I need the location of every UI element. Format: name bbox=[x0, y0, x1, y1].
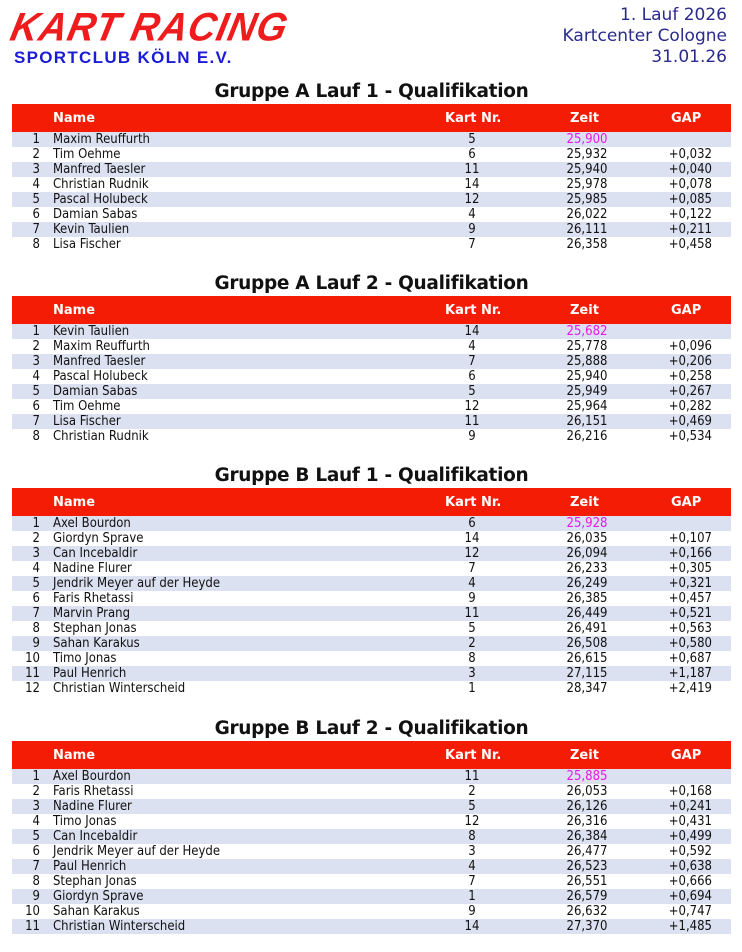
lap-time-cell: 26,233 bbox=[566, 561, 608, 576]
driver-name-cell: Nadine Flurer bbox=[53, 561, 132, 576]
lap-time-cell: 26,615 bbox=[566, 651, 608, 666]
logo-title: KART RACING bbox=[6, 6, 293, 51]
kart-number-cell: 6 bbox=[468, 516, 476, 531]
kart-number-cell: 4 bbox=[468, 859, 476, 874]
gap-cell: +0,694 bbox=[668, 889, 712, 904]
position-cell: 8 bbox=[32, 874, 40, 889]
gap-cell: +0,282 bbox=[668, 399, 712, 414]
lap-time-cell: 25,949 bbox=[566, 384, 608, 399]
gap-cell: +0,085 bbox=[668, 192, 712, 207]
column-header-kart: Kart Nr. bbox=[445, 111, 502, 126]
lap-time-cell: 25,888 bbox=[566, 354, 608, 369]
table-row bbox=[12, 354, 731, 369]
kart-number-cell: 5 bbox=[468, 799, 476, 814]
driver-name-cell: Kevin Taulien bbox=[53, 222, 130, 237]
driver-name-cell: Christian Winterscheid bbox=[53, 681, 186, 696]
position-cell: 10 bbox=[25, 651, 40, 666]
position-cell: 7 bbox=[32, 414, 40, 429]
position-cell: 2 bbox=[32, 147, 40, 162]
section-title: Gruppe B Lauf 1 - Qualifikation bbox=[214, 465, 529, 486]
kart-number-cell: 2 bbox=[468, 784, 476, 799]
gap-cell: +0,206 bbox=[668, 354, 712, 369]
gap-cell: +0,521 bbox=[668, 606, 712, 621]
position-cell: 3 bbox=[32, 799, 40, 814]
position-cell: 8 bbox=[32, 237, 40, 252]
lap-time-cell: 25,940 bbox=[566, 369, 608, 384]
table-row bbox=[12, 606, 731, 621]
table-row bbox=[12, 147, 731, 162]
column-header-zeit: Zeit bbox=[570, 495, 599, 510]
position-cell: 9 bbox=[32, 636, 40, 651]
lap-time-cell: 25,900 bbox=[566, 132, 608, 147]
table-header bbox=[12, 296, 731, 324]
kart-number-cell: 9 bbox=[468, 222, 476, 237]
column-header-kart: Kart Nr. bbox=[445, 303, 502, 318]
event-venue: Kartcenter Cologne bbox=[562, 26, 727, 46]
section-title: Gruppe A Lauf 2 - Qualifikation bbox=[214, 273, 529, 294]
event-date: 31.01.26 bbox=[651, 47, 727, 67]
lap-time-cell: 26,384 bbox=[566, 829, 608, 844]
lap-time-cell: 26,523 bbox=[566, 859, 608, 874]
kart-number-cell: 14 bbox=[464, 531, 480, 546]
table-row bbox=[12, 844, 731, 859]
position-cell: 4 bbox=[32, 561, 40, 576]
driver-name-cell: Damian Sabas bbox=[53, 384, 138, 399]
table-row bbox=[12, 561, 731, 576]
driver-name-cell: Faris Rhetassi bbox=[53, 784, 134, 799]
lap-time-cell: 26,491 bbox=[566, 621, 608, 636]
driver-name-cell: Lisa Fischer bbox=[53, 414, 121, 429]
lap-time-cell: 26,053 bbox=[566, 784, 608, 799]
position-cell: 6 bbox=[32, 207, 40, 222]
position-cell: 8 bbox=[32, 429, 40, 444]
table-body bbox=[12, 769, 731, 934]
gap-cell: +0,321 bbox=[668, 576, 712, 591]
lap-time-cell: 26,094 bbox=[566, 546, 608, 561]
table-row bbox=[12, 621, 731, 636]
table-row bbox=[12, 339, 731, 354]
position-cell: 2 bbox=[32, 531, 40, 546]
lap-time-cell: 27,370 bbox=[566, 919, 608, 934]
position-cell: 4 bbox=[32, 814, 40, 829]
gap-cell: +0,122 bbox=[668, 207, 712, 222]
gap-cell: +0,431 bbox=[668, 814, 712, 829]
driver-name-cell: Stephan Jonas bbox=[53, 621, 137, 636]
lap-time-cell: 28,347 bbox=[566, 681, 608, 696]
table-row bbox=[12, 429, 731, 444]
gap-cell: +0,166 bbox=[668, 546, 712, 561]
position-cell: 5 bbox=[32, 829, 40, 844]
kart-number-cell: 9 bbox=[468, 429, 476, 444]
table-row bbox=[12, 516, 731, 531]
lap-time-cell: 26,111 bbox=[566, 222, 608, 237]
lap-time-cell: 26,358 bbox=[566, 237, 608, 252]
lap-time-cell: 26,385 bbox=[566, 591, 608, 606]
column-header-gap: GAP bbox=[671, 495, 702, 510]
lap-time-cell: 25,682 bbox=[566, 324, 608, 339]
kart-number-cell: 1 bbox=[468, 681, 476, 696]
table-row bbox=[12, 904, 731, 919]
position-cell: 1 bbox=[32, 769, 40, 784]
driver-name-cell: Pascal Holubeck bbox=[53, 369, 148, 384]
table-row bbox=[12, 636, 731, 651]
table-row bbox=[12, 576, 731, 591]
table-row bbox=[12, 177, 731, 192]
driver-name-cell: Nadine Flurer bbox=[53, 799, 132, 814]
kart-number-cell: 12 bbox=[464, 192, 480, 207]
column-header-name: Name bbox=[53, 748, 96, 763]
position-cell: 7 bbox=[32, 606, 40, 621]
gap-cell: +0,638 bbox=[668, 859, 712, 874]
table-row bbox=[12, 681, 731, 696]
table-row bbox=[12, 162, 731, 177]
kart-number-cell: 14 bbox=[464, 324, 480, 339]
gap-cell: +0,747 bbox=[668, 904, 712, 919]
lap-time-cell: 26,477 bbox=[566, 844, 608, 859]
results-section bbox=[12, 80, 731, 252]
column-header-name: Name bbox=[53, 495, 96, 510]
position-cell: 1 bbox=[32, 324, 40, 339]
driver-name-cell: Axel Bourdon bbox=[53, 769, 131, 784]
lap-time-cell: 27,115 bbox=[566, 666, 608, 681]
position-cell: 3 bbox=[32, 354, 40, 369]
driver-name-cell: Maxim Reuffurth bbox=[53, 339, 150, 354]
gap-cell: +0,258 bbox=[668, 369, 712, 384]
driver-name-cell: Faris Rhetassi bbox=[53, 591, 134, 606]
position-cell: 5 bbox=[32, 576, 40, 591]
driver-name-cell: Damian Sabas bbox=[53, 207, 138, 222]
driver-name-cell: Maxim Reuffurth bbox=[53, 132, 150, 147]
table-row bbox=[12, 546, 731, 561]
lap-time-cell: 25,985 bbox=[566, 192, 608, 207]
gap-cell: +2,419 bbox=[668, 681, 712, 696]
gap-cell: +0,666 bbox=[668, 874, 712, 889]
column-header-name: Name bbox=[53, 111, 96, 126]
position-cell: 4 bbox=[32, 369, 40, 384]
kart-number-cell: 9 bbox=[468, 904, 476, 919]
driver-name-cell: Manfred Taesler bbox=[53, 162, 146, 177]
gap-cell: +0,241 bbox=[668, 799, 712, 814]
position-cell: 10 bbox=[25, 904, 40, 919]
lap-time-cell: 26,249 bbox=[566, 576, 608, 591]
column-header-gap: GAP bbox=[671, 111, 702, 126]
lap-time-cell: 25,978 bbox=[566, 177, 608, 192]
driver-name-cell: Jendrik Meyer auf der Heyde bbox=[53, 844, 221, 859]
table-row bbox=[12, 829, 731, 844]
table-row bbox=[12, 859, 731, 874]
kart-number-cell: 11 bbox=[464, 606, 480, 621]
position-cell: 4 bbox=[32, 177, 40, 192]
lap-time-cell: 25,885 bbox=[566, 769, 608, 784]
table-row bbox=[12, 591, 731, 606]
section-title: Gruppe A Lauf 1 - Qualifikation bbox=[214, 81, 529, 102]
kart-number-cell: 8 bbox=[468, 829, 476, 844]
gap-cell: +0,457 bbox=[668, 591, 712, 606]
column-header-name: Name bbox=[53, 303, 96, 318]
column-header-kart: Kart Nr. bbox=[445, 495, 502, 510]
lap-time-cell: 26,508 bbox=[566, 636, 608, 651]
driver-name-cell: Jendrik Meyer auf der Heyde bbox=[53, 576, 221, 591]
driver-name-cell: Stephan Jonas bbox=[53, 874, 137, 889]
gap-cell: +0,168 bbox=[668, 784, 712, 799]
results-section bbox=[12, 464, 731, 696]
column-header-zeit: Zeit bbox=[570, 111, 599, 126]
column-header-gap: GAP bbox=[671, 748, 702, 763]
gap-cell: +0,096 bbox=[668, 339, 712, 354]
driver-name-cell: Can Incebaldir bbox=[53, 829, 138, 844]
lap-time-cell: 26,022 bbox=[566, 207, 608, 222]
lap-time-cell: 25,928 bbox=[566, 516, 608, 531]
gap-cell: +0,040 bbox=[668, 162, 712, 177]
position-cell: 11 bbox=[25, 666, 40, 681]
kart-number-cell: 6 bbox=[468, 369, 476, 384]
position-cell: 12 bbox=[25, 681, 40, 696]
table-row bbox=[12, 769, 731, 784]
column-header-zeit: Zeit bbox=[570, 748, 599, 763]
position-cell: 9 bbox=[32, 889, 40, 904]
table-body bbox=[12, 132, 731, 252]
kart-number-cell: 11 bbox=[464, 414, 480, 429]
table-row bbox=[12, 799, 731, 814]
kart-number-cell: 11 bbox=[464, 769, 480, 784]
table-row bbox=[12, 814, 731, 829]
kart-number-cell: 4 bbox=[468, 576, 476, 591]
club-logo bbox=[6, 6, 302, 68]
position-cell: 6 bbox=[32, 591, 40, 606]
position-cell: 7 bbox=[32, 859, 40, 874]
gap-cell: +0,305 bbox=[668, 561, 712, 576]
kart-number-cell: 4 bbox=[468, 339, 476, 354]
table-row bbox=[12, 132, 731, 147]
table-row bbox=[12, 919, 731, 934]
lap-time-cell: 26,035 bbox=[566, 531, 608, 546]
kart-number-cell: 3 bbox=[468, 666, 476, 681]
lap-time-cell: 26,151 bbox=[566, 414, 608, 429]
kart-number-cell: 12 bbox=[464, 546, 480, 561]
lap-time-cell: 25,778 bbox=[566, 339, 608, 354]
table-header bbox=[12, 488, 731, 516]
gap-cell: +0,211 bbox=[668, 222, 712, 237]
kart-number-cell: 7 bbox=[468, 874, 476, 889]
position-cell: 8 bbox=[32, 621, 40, 636]
driver-name-cell: Axel Bourdon bbox=[53, 516, 131, 531]
table-body bbox=[12, 324, 731, 444]
section-title: Gruppe B Lauf 2 - Qualifikation bbox=[214, 718, 529, 739]
kart-number-cell: 4 bbox=[468, 207, 476, 222]
gap-cell: +0,458 bbox=[668, 237, 712, 252]
gap-cell: +0,563 bbox=[668, 621, 712, 636]
position-cell: 7 bbox=[32, 222, 40, 237]
position-cell: 6 bbox=[32, 844, 40, 859]
lap-time-cell: 25,964 bbox=[566, 399, 608, 414]
table-row bbox=[12, 384, 731, 399]
driver-name-cell: Sahan Karakus bbox=[53, 904, 140, 919]
lap-time-cell: 26,632 bbox=[566, 904, 608, 919]
position-cell: 3 bbox=[32, 162, 40, 177]
position-cell: 5 bbox=[32, 192, 40, 207]
lap-time-cell: 26,449 bbox=[566, 606, 608, 621]
table-row bbox=[12, 889, 731, 904]
table-row bbox=[12, 784, 731, 799]
column-header-zeit: Zeit bbox=[570, 303, 599, 318]
driver-name-cell: Lisa Fischer bbox=[53, 237, 121, 252]
column-header-kart: Kart Nr. bbox=[445, 748, 502, 763]
column-header-gap: GAP bbox=[671, 303, 702, 318]
driver-name-cell: Tim Oehme bbox=[53, 399, 121, 414]
driver-name-cell: Manfred Taesler bbox=[53, 354, 146, 369]
lap-time-cell: 25,940 bbox=[566, 162, 608, 177]
lap-time-cell: 26,579 bbox=[566, 889, 608, 904]
driver-name-cell: Giordyn Sprave bbox=[53, 889, 144, 904]
gap-cell: +0,078 bbox=[668, 177, 712, 192]
driver-name-cell: Paul Henrich bbox=[53, 859, 127, 874]
table-row bbox=[12, 237, 731, 252]
results-section bbox=[12, 717, 731, 934]
gap-cell: +0,469 bbox=[668, 414, 712, 429]
gap-cell: +0,107 bbox=[668, 531, 712, 546]
event-name: 1. Lauf 2026 bbox=[620, 5, 727, 25]
driver-name-cell: Timo Jonas bbox=[53, 814, 117, 829]
gap-cell: +0,499 bbox=[668, 829, 712, 844]
logo-subtitle: SPORTCLUB KÖLN E.V. bbox=[14, 48, 233, 67]
driver-name-cell: Pascal Holubeck bbox=[53, 192, 148, 207]
gap-cell: +0,534 bbox=[668, 429, 712, 444]
table-body bbox=[12, 516, 731, 696]
kart-number-cell: 5 bbox=[468, 384, 476, 399]
kart-number-cell: 5 bbox=[468, 132, 476, 147]
driver-name-cell: Paul Henrich bbox=[53, 666, 127, 681]
table-header bbox=[12, 741, 731, 769]
driver-name-cell: Christian Winterscheid bbox=[53, 919, 186, 934]
kart-number-cell: 8 bbox=[468, 651, 476, 666]
table-row bbox=[12, 324, 731, 339]
kart-number-cell: 12 bbox=[464, 814, 480, 829]
table-row bbox=[12, 222, 731, 237]
driver-name-cell: Can Incebaldir bbox=[53, 546, 138, 561]
table-row bbox=[12, 192, 731, 207]
driver-name-cell: Giordyn Sprave bbox=[53, 531, 144, 546]
kart-number-cell: 3 bbox=[468, 844, 476, 859]
position-cell: 2 bbox=[32, 339, 40, 354]
gap-cell: +0,580 bbox=[668, 636, 712, 651]
driver-name-cell: Sahan Karakus bbox=[53, 636, 140, 651]
table-header bbox=[12, 104, 731, 132]
kart-number-cell: 9 bbox=[468, 591, 476, 606]
kart-number-cell: 14 bbox=[464, 919, 480, 934]
table-row bbox=[12, 207, 731, 222]
kart-number-cell: 12 bbox=[464, 399, 480, 414]
kart-number-cell: 7 bbox=[468, 561, 476, 576]
table-row bbox=[12, 414, 731, 429]
position-cell: 1 bbox=[32, 132, 40, 147]
gap-cell: +0,687 bbox=[668, 651, 712, 666]
position-cell: 6 bbox=[32, 399, 40, 414]
kart-number-cell: 11 bbox=[464, 162, 480, 177]
event-info bbox=[563, 5, 727, 68]
gap-cell: +0,032 bbox=[668, 147, 712, 162]
kart-number-cell: 2 bbox=[468, 636, 476, 651]
driver-name-cell: Christian Rudnik bbox=[53, 429, 149, 444]
driver-name-cell: Marvin Prang bbox=[53, 606, 130, 621]
lap-time-cell: 25,932 bbox=[566, 147, 608, 162]
gap-cell: +0,592 bbox=[668, 844, 712, 859]
table-row bbox=[12, 874, 731, 889]
kart-number-cell: 6 bbox=[468, 147, 476, 162]
gap-cell: +0,267 bbox=[668, 384, 712, 399]
lap-time-cell: 26,126 bbox=[566, 799, 608, 814]
kart-number-cell: 1 bbox=[468, 889, 476, 904]
results-section bbox=[12, 272, 731, 444]
driver-name-cell: Tim Oehme bbox=[53, 147, 121, 162]
gap-cell: +1,187 bbox=[668, 666, 712, 681]
driver-name-cell: Kevin Taulien bbox=[53, 324, 130, 339]
table-row bbox=[12, 651, 731, 666]
driver-name-cell: Christian Rudnik bbox=[53, 177, 149, 192]
position-cell: 3 bbox=[32, 546, 40, 561]
position-cell: 11 bbox=[25, 919, 40, 934]
kart-number-cell: 5 bbox=[468, 621, 476, 636]
table-row bbox=[12, 369, 731, 384]
position-cell: 1 bbox=[32, 516, 40, 531]
kart-number-cell: 7 bbox=[468, 237, 476, 252]
table-row bbox=[12, 531, 731, 546]
kart-number-cell: 7 bbox=[468, 354, 476, 369]
driver-name-cell: Timo Jonas bbox=[53, 651, 117, 666]
lap-time-cell: 26,216 bbox=[566, 429, 608, 444]
lap-time-cell: 26,316 bbox=[566, 814, 608, 829]
kart-number-cell: 14 bbox=[464, 177, 480, 192]
table-row bbox=[12, 666, 731, 681]
position-cell: 5 bbox=[32, 384, 40, 399]
table-row bbox=[12, 399, 731, 414]
gap-cell: +1,485 bbox=[668, 919, 712, 934]
position-cell: 2 bbox=[32, 784, 40, 799]
lap-time-cell: 26,551 bbox=[566, 874, 608, 889]
